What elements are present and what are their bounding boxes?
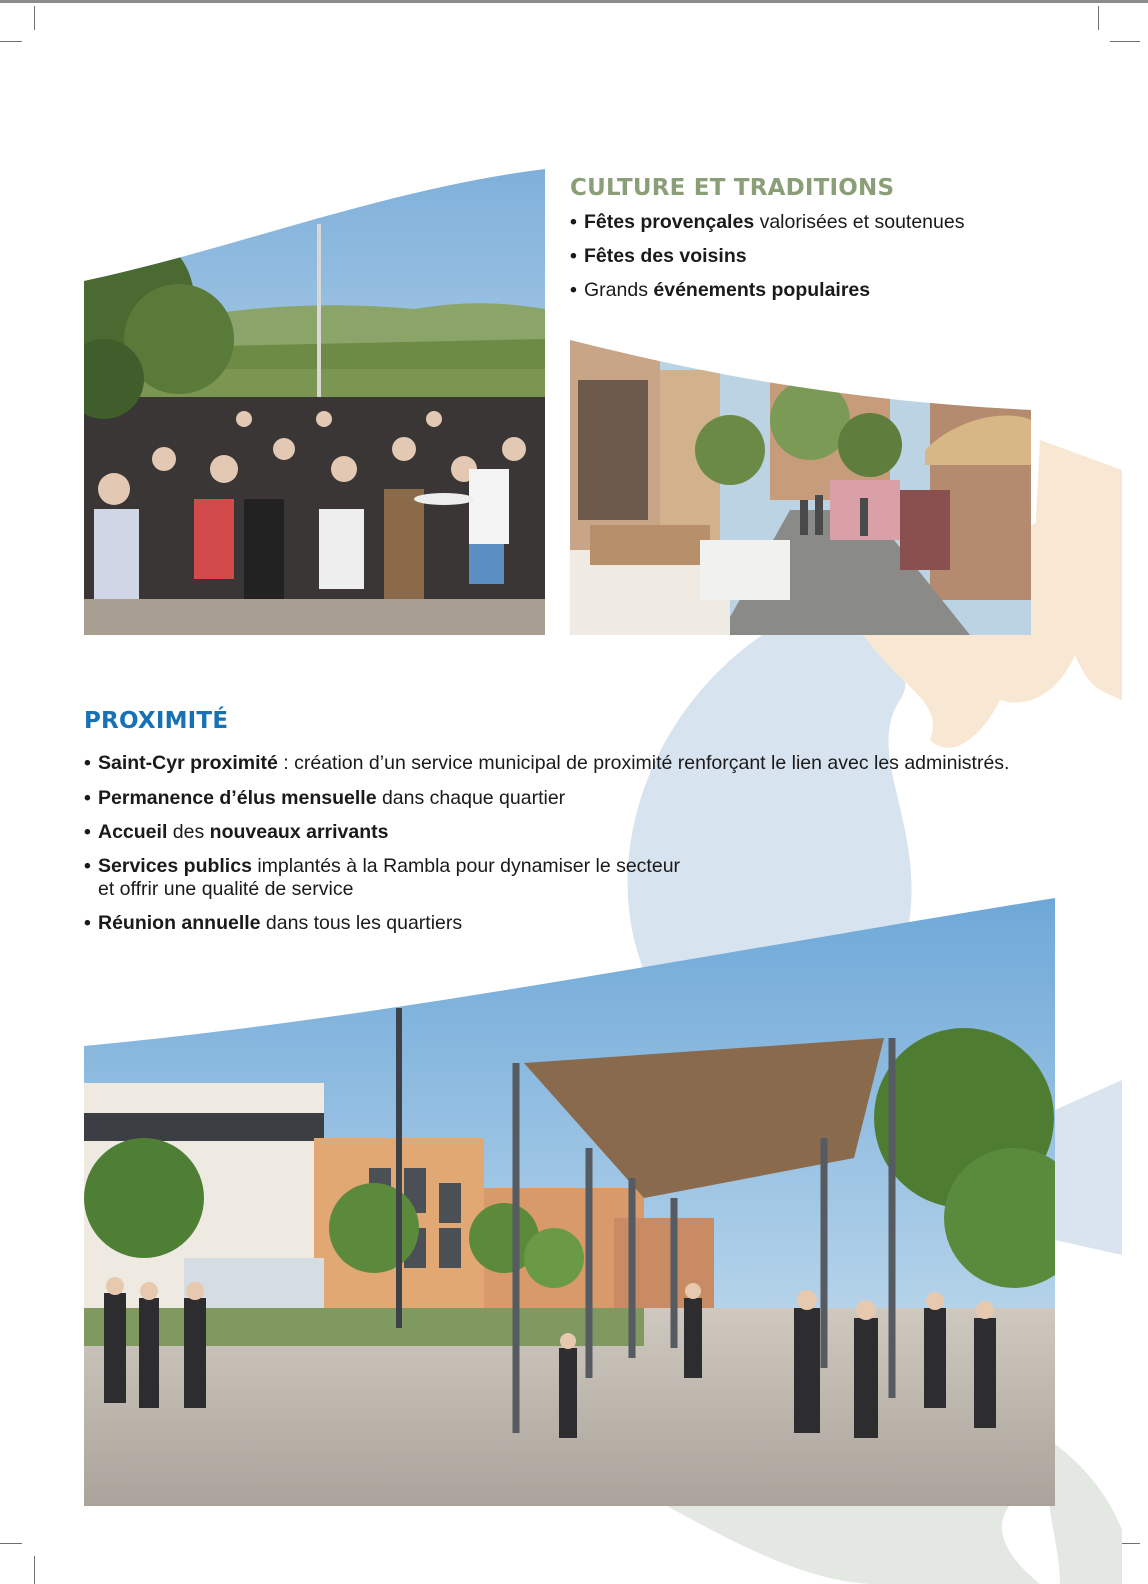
item-text: dans tous les quartiers — [260, 912, 463, 934]
festival-crowd-photo — [84, 169, 545, 635]
item-text: Grands — [584, 279, 654, 301]
proximite-heading: PROXIMITÉ — [84, 708, 229, 734]
item-strong: Accueil — [98, 821, 168, 843]
item-text: et offrir une qualité de service — [98, 878, 354, 900]
item-strong: Fêtes provençales — [584, 211, 755, 233]
grey-leaf-shape — [665, 1505, 1040, 1584]
blue-wave-shape — [1055, 1080, 1122, 1255]
item-strong: Services publics — [98, 855, 252, 877]
item-strong: Fêtes des voisins — [584, 245, 747, 267]
list-item — [84, 821, 1056, 844]
item-text: valorisées et soutenues — [754, 211, 965, 233]
list-item — [84, 855, 1056, 901]
culture-list — [570, 211, 1040, 302]
item-text: implantés à la Rambla pour dynamiser le secteur — [251, 855, 681, 877]
item-strong: Permanence d’élus mensuelle — [98, 787, 377, 809]
list-item — [84, 752, 1056, 775]
grey-leaf-shape — [1047, 1440, 1122, 1584]
item-text: : création d’un service municipal de proximité renforçant le lien avec les administrés. — [277, 752, 1010, 774]
item-text: des — [167, 821, 210, 843]
list-item — [570, 279, 1040, 302]
market-street-photo — [570, 340, 1031, 635]
list-item — [84, 787, 1056, 810]
rambla-rendering-photo — [84, 898, 1055, 1506]
list-item — [570, 211, 1040, 234]
item-text: dans chaque quartier — [376, 787, 566, 809]
item-strong: Saint-Cyr proximité — [98, 752, 278, 774]
item-strong: Réunion annuelle — [98, 912, 261, 934]
list-item — [570, 245, 1040, 268]
culture-heading: CULTURE ET TRADITIONS — [570, 175, 895, 201]
beige-leaf-shape — [1030, 440, 1122, 632]
item-strong: événements populaires — [653, 279, 871, 301]
item-strong: nouveaux arrivants — [209, 821, 389, 843]
